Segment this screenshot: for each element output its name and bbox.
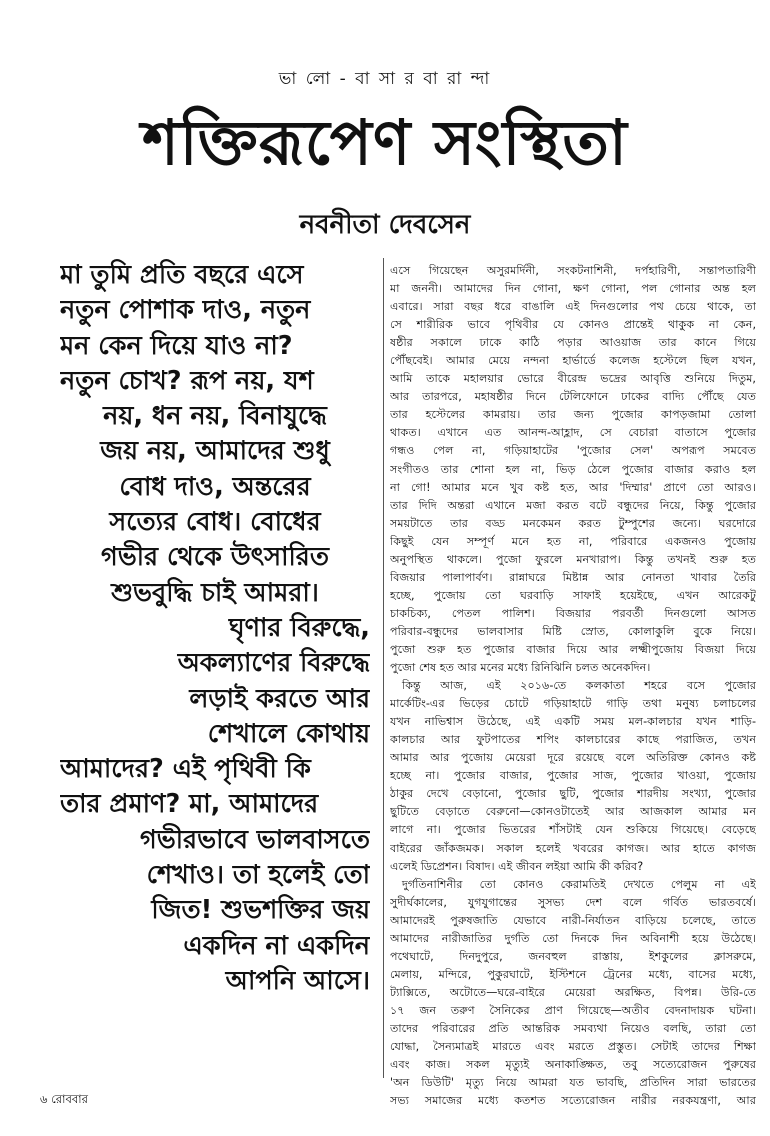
- article-title: শক্তিরূপেণ সংস্থিতা: [142, 106, 628, 179]
- pull-quote: [60, 258, 370, 999]
- body-line: ষষ্ঠীর সকালে ঢাকে কাঠি পড়ার আওয়াজ তার কানে গিয়ে: [390, 336, 756, 350]
- pull-quote-line: শেখালে কোথায়: [207, 718, 370, 749]
- body-line: গন্ধও পেল না, গড়িয়াহাটের 'পুজোর সেল' অপরূপ সমবেত: [390, 444, 756, 458]
- body-line: মার্কেটিং-এর ভিড়ের চোটে গড়িয়াহাটে গাড়ি তথা মনুষ্য চলাচলের: [390, 697, 756, 711]
- body-line: সভ্য সমাজের মধ্যে কতশত সত্যেরোজন নারীর নরকযন্ত্রণা, আর: [390, 1094, 756, 1108]
- pull-quote-line: অকল্যাণের বিরুদ্ধে: [177, 648, 370, 679]
- body-line: যখন নাভিশ্বাস উঠেছে, এই একটি সময় মল-কালচার যখন শাড়ি-: [390, 715, 756, 729]
- body-line: চাকচিক্য, পেতল পালিশ। বিজয়ার পরবর্তী দিনগুলো আসত: [390, 606, 756, 620]
- body-line: কিন্তু আজ, এই ২০১৬-তে কলকাতা শহরে বসে পুজোর: [402, 679, 756, 693]
- page-folio: ৬ রোববার: [40, 1092, 88, 1106]
- pull-quote-line: একদিন না একদিন: [183, 930, 370, 961]
- body-line: পরিবার-বন্ধুদের ভালবাসার মিষ্টি স্রোত, কোলাকুলি বুকে নিয়ে।: [390, 624, 756, 638]
- pull-quote-line: লড়াই করতে আর: [189, 683, 370, 714]
- body-line: এবারে। সারা বছর ধরে বাঙালি এই দিনগুলোর পথ চেয়ে থাকে, তা: [390, 300, 756, 314]
- pull-quote-line: বোধ দাও, অন্তরের: [119, 471, 311, 502]
- pull-quote-line: শেখাও। তা হলেই তো: [146, 860, 370, 891]
- body-line: ১৭ জন তরুণ সৈনিকের প্রাণ গিয়েছে—অতীব বেদনাদায়ক ঘটনা।: [390, 1003, 756, 1017]
- body-line: অনুপস্থিত থাকলে। পুজো ফুরলে মনখারাপ। কিন্তু তখনই শুরু হত: [390, 552, 756, 566]
- pull-quote-line: জিত! শুভশক্তির জয়: [151, 895, 370, 926]
- body-line: সংগীতও তার শোনা হল না, ভিড় ঠেলে পুজোর বাজার করাও হল: [390, 462, 756, 476]
- body-line: বিজয়ার পালাপার্বণ। রান্নাঘরে মিষ্টান্ন আর নোনতা খাবার তৈরি: [390, 570, 756, 584]
- body-line: ট্যাক্সিতে, অটোতে—ঘরে-বাইরে মেয়েরা অরক্ষিত, বিপন্ন। উরি-তে: [390, 985, 756, 999]
- body-line: সে শারীরিক ভাবে পৃথিবীর যে কোনও প্রান্তেই থাকুক না কেন,: [390, 318, 756, 332]
- pull-quote-line: ঘৃণার বিরুদ্ধে,: [228, 612, 370, 643]
- article-body: [390, 262, 756, 1110]
- body-line: পুজো শেষ হত আর মনের মধ্যে রিনিঝিনি চলত অনেকদিন।: [390, 661, 651, 675]
- body-line: যোদ্ধা, সৈন্যমাত্রই মারতে এবং মরতে প্রস্তুত। সেটাই তাদের শিক্ষা: [390, 1040, 756, 1054]
- body-line: আমাদের নারীজাতির দুর্গতি তো দিনকে দিন অবিনাশী হয়ে উঠেছে।: [390, 931, 756, 945]
- pull-quote-line: জয় নয়, আমাদের শুধু: [100, 436, 330, 467]
- body-line: 'অন ডিউটি' মৃত্যু নিয়ে আমরা যত ভাবছি, প্রতিদিন সারা ভারতের: [390, 1076, 756, 1090]
- pull-quote-line: নয়, ধন নয়, বিনাযুদ্ধে: [103, 401, 327, 432]
- body-line: থাকত। এখানে এত আনন্দ-আহ্লাদ, সে বেচারা বাতাসে পুজোর: [390, 426, 756, 440]
- body-line: ঠাকুর দেখে বেড়ানো, পুজোর ছুটি, পুজোর শারদীয় সংখ্যা, পুজোর: [390, 787, 756, 801]
- body-line: তাদের পরিবারের প্রতি আন্তরিক সমব্যথা নিয়েও বলছি, তারা তো: [390, 1021, 756, 1035]
- body-line: লাগে না। পুজোর ভিতরের শাঁসটাই যেন শুকিয়ে গিয়েছে। বেড়েছে: [390, 823, 756, 837]
- body-line: আর তারপরে, মহাষষ্ঠীর দিনে টেলিফোনে ঢাকের বাদ্যি পৌঁছে যেত: [390, 390, 756, 404]
- body-line: আমাদেরই পুরুষজাতি যেভাবে নারী-নির্যাতন বাড়িয়ে চলেছে, তাতে: [390, 913, 756, 927]
- body-line: পুজো শুরু হত পুজোর বাজার দিয়ে আর লক্ষ্মীপুজোয় বিজয়া দিয়ে: [390, 642, 756, 656]
- author-byline: নবনীতা দেবসেন: [299, 210, 471, 240]
- pull-quote-line: তার প্রমাণ? মা, আমাদের: [60, 789, 319, 820]
- pull-quote-line: মন কেন দিয়ে যাও না?: [60, 330, 293, 361]
- body-line: দুর্গতিনাশিনীর তো কোনও কেরামতিই দেখতে পেলুম না এই: [402, 877, 756, 891]
- body-line: আমি তাকে মহালয়ার ভোরে বীরেন্দ্র ভদ্রের আবৃত্তি শুনিয়ে দিতুম,: [390, 372, 756, 386]
- body-line: আমার আর পুজোয় মেয়েরা দূরে রয়েছে বলে অতিরিক্ত কোনও কষ্ট: [390, 751, 756, 765]
- pull-quote-line: মা তুমি প্রতি বছরে এসে: [60, 260, 304, 290]
- pull-quote-line: আমাদের? এই পৃথিবী কি: [60, 754, 311, 785]
- body-line: বাইরের জাঁকজমক। সকাল হলেই খবরের কাগজ। আর হাতে কাগজ: [390, 841, 756, 855]
- pull-quote-line: গভীর থেকে উৎসারিত: [101, 542, 329, 573]
- column-divider: [383, 258, 384, 1078]
- body-line: পথেঘাটে, দিনদুপুরে, জনবহুল রাস্তায়, ইশকুলের ক্লাসরুমে,: [390, 949, 756, 963]
- body-line: হচ্ছে না। পুজোর বাজার, পুজোর সাজ, পুজোর খাওয়া, পুজোয়: [390, 769, 756, 783]
- pull-quote-line: নতুন চোখ? রূপ নয়, যশ: [60, 365, 314, 396]
- body-line: কিছুই যেন সম্পূর্ণ মনে হত না, পরিবারে একজনও পুজোয়: [390, 534, 756, 548]
- body-line: ছুটিতে বেড়াতে বেরুনো—কোনওটাতেই আর আজকাল আমার মন: [390, 805, 756, 819]
- pull-quote-line: সত্যের বোধ। বোধের: [109, 507, 321, 538]
- body-line: সুদীর্ঘকালের, যুগযুগান্তের সুসভ্য দেশ বলে গর্বিত ভারতবর্ষে।: [390, 895, 756, 909]
- pull-quote-line: শুভবুদ্ধি চাই আমরা।: [111, 577, 319, 608]
- body-line: এসে গিয়েছেন অসুরমর্দিনী, সংকটনাশিনী, দর্পহারিণী, সন্তাপতারিণী: [390, 264, 756, 277]
- body-line: তার দিদি অন্তরা এখানে মজা করত বটে বন্ধুদের নিয়ে, কিন্তু পুজোর: [390, 498, 756, 512]
- body-line: তার হস্টেলের কামরায়। তার জন্য পুজোর কাপড়জামা তোলা: [390, 408, 756, 422]
- body-line: এবং কাজ। সকল মৃত্যুই অনাকাঙ্ক্ষিত, তবু সত্যেরোজন পুরুষের: [390, 1058, 756, 1072]
- body-line: পৌঁছবেই। আমার মেয়ে নন্দনা হার্ভার্ডে কলেজ হস্টেলে ছিল যখন,: [390, 354, 756, 368]
- body-line: এলেই ডিপ্রেশন। বিষাদ। এই জীবন লইয়া আমি কী করিব?: [390, 859, 644, 873]
- body-line: সময়টাতে তার বড্ড মনকেমন করত টুম্পুশের জন্যে। ঘরদোরে: [390, 516, 756, 530]
- pull-quote-line: আপনি আসে।: [225, 965, 370, 996]
- section-rubric: ভা লো - বা সা র বা রা ন্দা: [278, 69, 492, 89]
- body-line: কালচার আর ফুটপাতের শপিং কালচারের কাছে পরাজিত, তখন: [390, 733, 756, 747]
- pull-quote-line: নতুন পোশাক দাও, নতুন: [60, 295, 311, 326]
- body-line: মেলায়, মন্দিরে, পুকুরঘাটে, ইস্টিশনে ট্রেনের মধ্যে, বাসের মধ্যে,: [390, 967, 756, 981]
- body-line: হচ্ছে, পুজোয় তো ঘরবাড়ি সাফাই হয়েইছে, এখন আরেকটু: [390, 588, 756, 602]
- pull-quote-line: গভীরভাবে ভালবাসতে: [140, 824, 370, 855]
- body-line: মা জননী। আমাদের দিন গোনা, ক্ষণ গোনা, পল গোনার অন্ত হল: [390, 282, 756, 296]
- body-line: না গো! আমার মনে খুব কষ্ট হত, আর 'দিম্মার' প্রাণে তো আরও।: [390, 480, 756, 494]
